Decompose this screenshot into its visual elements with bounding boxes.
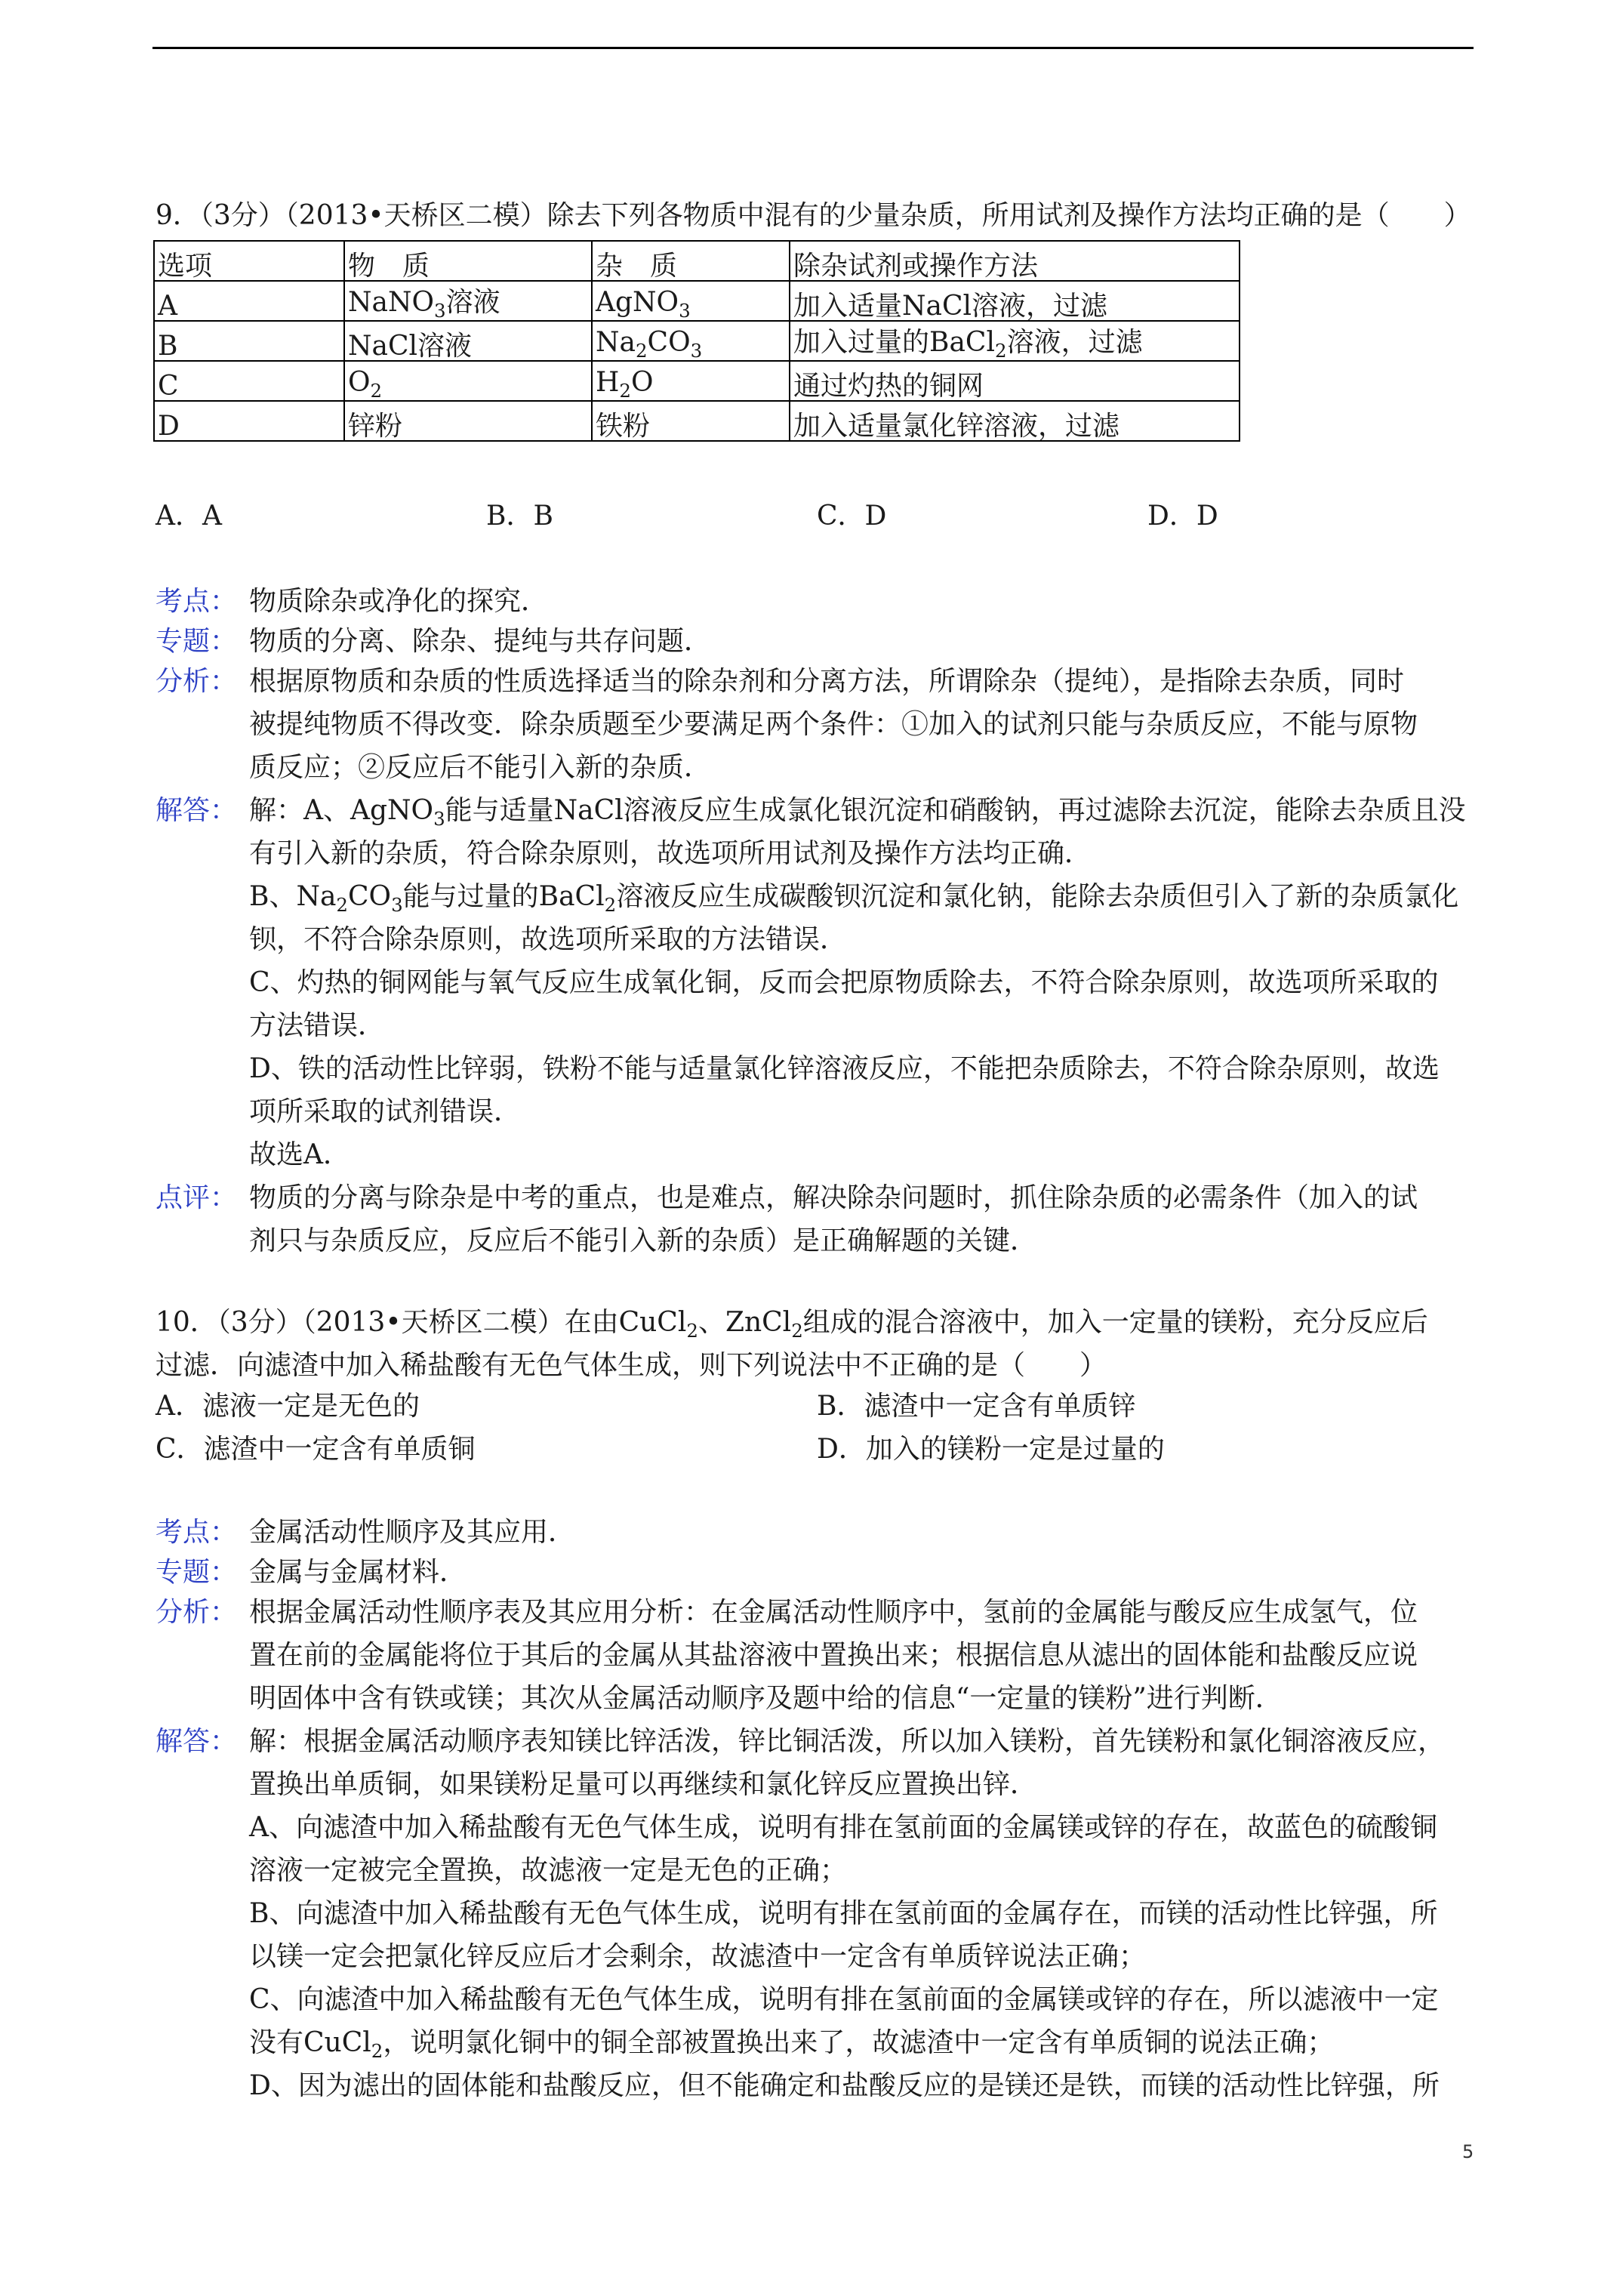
q9-kaodian-label: 考点： (156, 586, 238, 617)
table-row (154, 401, 1240, 441)
table-row (154, 321, 1240, 361)
table-cell-option: D (154, 401, 344, 441)
q9-dianping-label: 点评： (156, 1182, 238, 1213)
table-cell-method: 加入过量的BaCl$_2$溶液，过滤 (790, 321, 1240, 361)
q10-jieda-line: 解：根据金属活动顺序表知镁比锌活泼，锌比铜活泼，所以加入镁粉，首先镁粉和氯化铜溶液反应， (249, 1726, 1446, 1757)
q10-stem-line: 过滤．向滤渣中加入稀盐酸有无色气体生成，则下列说法中不正确的是（ ） (156, 1350, 1107, 1381)
table-cell-impurity: $Na_2CO_3$ (592, 321, 790, 361)
q10-fenxi-label: 分析： (156, 1597, 238, 1628)
q10-zhuanti-label: 专题： (156, 1557, 238, 1588)
q10-jieda-line: 溶液一定被完全置换，故滤液一定是无色的正确； (249, 1855, 848, 1886)
table-row (154, 361, 1240, 401)
q9-choice-a: A．A (156, 501, 222, 532)
table-header-row (154, 241, 1240, 281)
q9-dianping-line: 物质的分离与除杂是中考的重点，也是难点，解决除杂问题时，抓住除杂质的必需条件（加入的试 (249, 1182, 1418, 1213)
table-cell-method: 加入适量氯化锌溶液，过滤 (790, 401, 1240, 441)
q9-choice-c: C．D (817, 501, 887, 532)
q10-jieda-label: 解答： (156, 1726, 238, 1757)
q10-choice-c: C．滤渣中一定含有单质铜 (156, 1434, 476, 1465)
q9-jieda-line: 解：A、AgNO$_3$能与适量NaCl溶液反应生成氯化银沉淀和硝酸钠，再过滤除去沉淀，能除去杂质且没 (249, 795, 1466, 830)
q10-kaodian-label: 考点： (156, 1517, 238, 1548)
q9-jieda-line: D、铁的活动性比锌弱，铁粉不能与适量氯化锌溶液反应，不能把杂质除去，不符合除杂原则，故选 (249, 1053, 1440, 1084)
q10-zhuanti: 金属与金属材料． (249, 1557, 467, 1588)
table-cell-option: C (154, 361, 344, 401)
q9-fenxi-line: 根据原物质和杂质的性质选择适当的除杂剂和分离方法，所谓除杂（提纯），是指除去杂质，同时 (249, 666, 1405, 697)
q10-jieda-line: C、向滤渣中加入稀盐酸有无色气体生成，说明有排在氢前面的金属镁或锌的存在，所以滤液中一定 (249, 1984, 1439, 2015)
q10-jieda-line: D、因为滤出的固体能和盐酸反应，但不能确定和盐酸反应的是镁还是铁，而镁的活动性比锌强，所 (249, 2070, 1440, 2101)
table-cell-impurity: AgNO$_3$ (592, 281, 790, 321)
q9-jieda-line: 故选A． (249, 1139, 350, 1170)
table-cell-option: B (154, 321, 344, 361)
table-cell-method: 通过灼热的铜网 (790, 361, 1240, 401)
q10-jieda-line: A、向滤渣中加入稀盐酸有无色气体生成，说明有排在氢前面的金属镁或锌的存在，故蓝色的硫酸铜 (249, 1812, 1437, 1843)
q10-choice-b: B．滤渣中一定含有单质锌 (817, 1391, 1136, 1422)
table-cell-substance: NaCl溶液 (344, 321, 592, 361)
table-cell-substance: $O_2$ (344, 361, 592, 401)
q9-jieda-label: 解答： (156, 795, 238, 826)
table-cell-option: A (154, 281, 344, 321)
q9-fenxi-line: 被提纯物质不得改变．除杂质题至少要满足两个条件：①加入的试剂只能与杂质反应，不能与原物 (249, 709, 1418, 740)
q9-jieda-line: C、灼热的铜网能与氧气反应生成氧化铜，反而会把原物质除去，不符合除杂原则，故选项所采取的 (249, 967, 1439, 998)
q10-jieda-line: 置换出单质铜，如果镁粉足量可以再继续和氯化锌反应置换出锌． (249, 1769, 1038, 1800)
table-row (154, 281, 1240, 321)
q10-fenxi-line: 明固体中含有铁或镁；其次从金属活动顺序及题中给的信息“一定量的镁粉”进行判断． (249, 1683, 1283, 1714)
q10-stem-line: 10．（3分）（2013•天桥区二模）在由CuCl$_2$、ZnCl$_2$组成的混合溶液中，加入一定量的镁粉，充分反应后 (156, 1307, 1428, 1342)
q9-table (153, 240, 1240, 442)
table-cell-substance: 锌粉 (344, 401, 592, 441)
table-cell-impurity: $H_2O$ (592, 361, 790, 401)
table-header-cell: 选项 (154, 241, 344, 281)
q9-jieda-line: 方法错误． (249, 1010, 386, 1041)
q9-jieda-line: 钡，不符合除杂原则，故选项所采取的方法错误． (249, 924, 848, 955)
q9-choice-d: D．D (1147, 501, 1218, 532)
q9-jieda-line: 有引入新的杂质，符合除杂原则，故选项所用试剂及操作方法均正确． (249, 838, 1092, 869)
q10-fenxi-line: 根据金属活动性顺序表及其应用分析：在金属活动性顺序中，氢前的金属能与酸反应生成氢气，位 (249, 1597, 1418, 1628)
q9-fenxi-line: 质反应；②反应后不能引入新的杂质． (249, 752, 712, 783)
table-header-cell: 除杂试剂或操作方法 (790, 241, 1240, 281)
q9-jieda-line: 项所采取的试剂错误． (249, 1096, 522, 1127)
q9-zhuanti: 物质的分离、除杂、提纯与共存问题． (249, 626, 712, 657)
q9-dianping-line: 剂只与杂质反应，反应后不能引入新的杂质）是正确解题的关键． (249, 1225, 1038, 1256)
table-header-cell: 物 质 (344, 241, 592, 281)
q10-choice-d: D．加入的镁粉一定是过量的 (817, 1434, 1165, 1465)
table-cell-impurity: 铁粉 (592, 401, 790, 441)
q10-fenxi-line: 置在前的金属能将位于其后的金属从其盐溶液中置换出来；根据信息从滤出的固体能和盐酸反应说 (249, 1640, 1418, 1671)
q9-choice-b: B．B (486, 501, 553, 532)
table-cell-substance: NaNO$_3$溶液 (344, 281, 592, 321)
table-header-cell: 杂 质 (592, 241, 790, 281)
q10-jieda-line: B、向滤渣中加入稀盐酸有无色气体生成，说明有排在氢前面的金属存在，而镁的活动性比锌强，所 (249, 1898, 1438, 1929)
q10-jieda-line: 以镁一定会把氯化锌反应后才会剩余，故滤渣中一定含有单质锌说法正确； (249, 1941, 1147, 1972)
q9-fenxi-label: 分析： (156, 666, 238, 697)
q10-choice-a: A．滤液一定是无色的 (156, 1391, 420, 1422)
page-number: 5 (1462, 2141, 1474, 2162)
q10-kaodian: 金属活动性顺序及其应用． (249, 1517, 576, 1548)
q9-stem: 9．（3分）（2013•天桥区二模）除去下列各物质中混有的少量杂质，所用试剂及操作方法均正确的是（ ） (156, 200, 1471, 231)
q10-jieda-line: 没有CuCl$_2$，说明氯化铜中的铜全部被置换出来了，故滤渣中一定含有单质铜的说法正确； (249, 2027, 1335, 2062)
q9-kaodian: 物质除杂或净化的探究． (249, 586, 549, 617)
q9-jieda-line: B、$Na_2CO_3$能与过量的BaCl$_2$溶液反应生成碳酸钡沉淀和氯化钠，能除去杂质但引入了新的杂质氯化 (249, 881, 1459, 916)
q9-zhuanti-label: 专题： (156, 626, 238, 657)
header-rule (152, 47, 1474, 49)
table-cell-method: 加入适量NaCl溶液，过滤 (790, 281, 1240, 321)
